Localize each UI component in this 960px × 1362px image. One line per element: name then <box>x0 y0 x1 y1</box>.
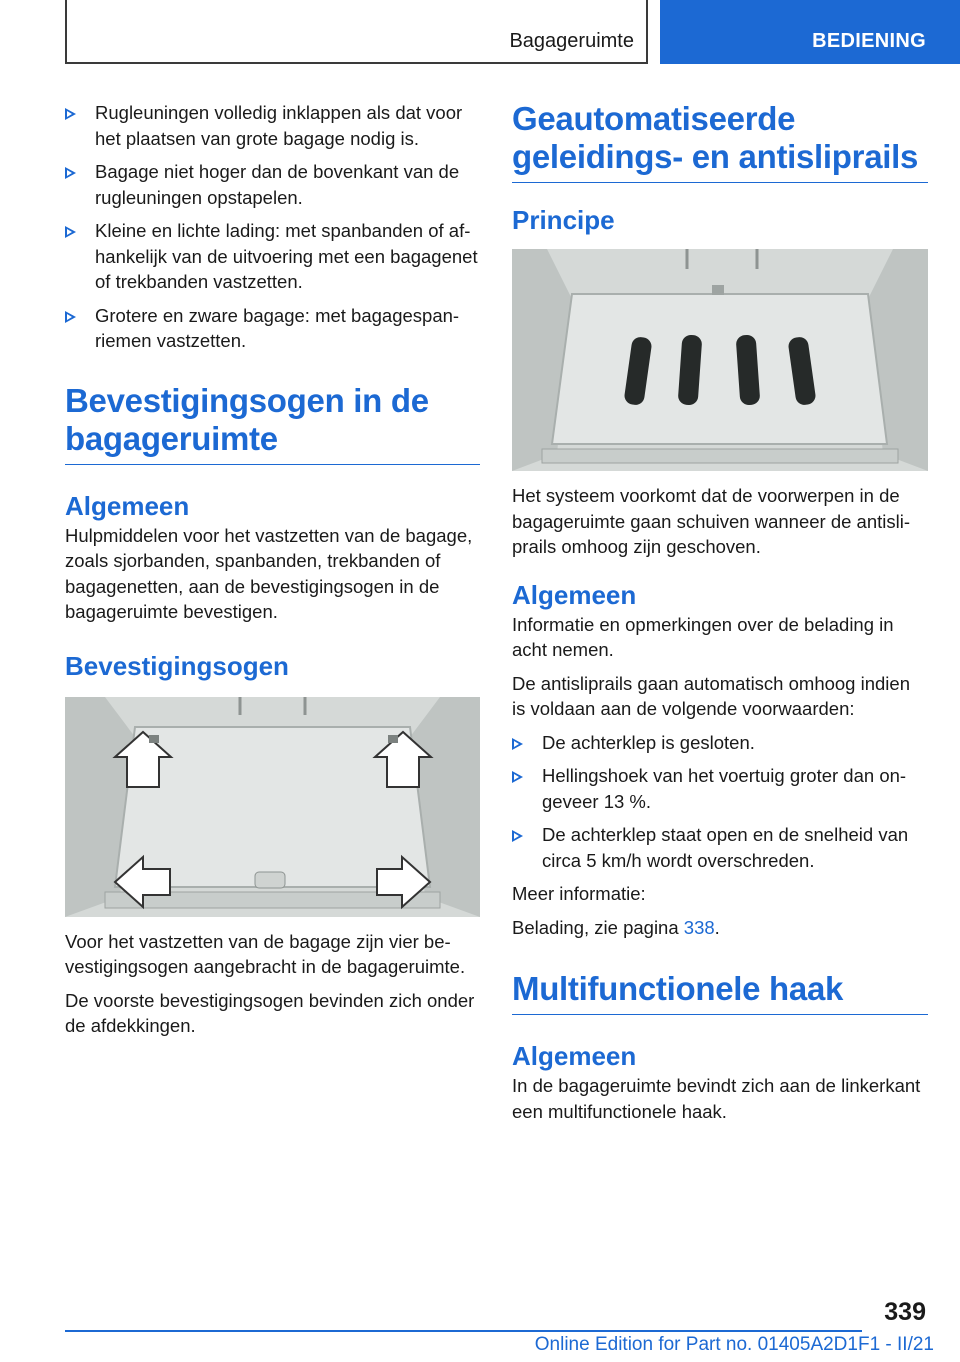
right-column <box>512 100 928 1132</box>
list-item <box>65 218 480 295</box>
header-chapter-tab <box>660 0 960 64</box>
tie-down-eyes-paragraph-1: Voor het vastzetten van de bagage zijn vier bevestigingsogen aangebracht in de bagageruimte. <box>65 930 466 977</box>
tie-down-eyes-illustration <box>65 697 480 917</box>
list-item <box>512 730 928 756</box>
list-item-text: Kleine en lichte lading: met spanbanden of afhankelijk van de uitvoering met een bagagenet of trekbanden vastzetten. <box>95 220 478 292</box>
bullet-triangle-icon <box>512 830 523 842</box>
tie-down-eyes-paragraph-2: De voorste bevestigingsogen bevinden zich onder de afdekkingen. <box>65 989 475 1036</box>
list-item <box>65 303 480 354</box>
header-chapter-label: BEDIENING <box>812 30 926 52</box>
rails-general-paragraph-2: De antisliprails gaan automatisch omhoog indien is voldaan aan de volgende voorwaarden: <box>512 672 910 719</box>
page-reference-link[interactable]: 338 <box>683 916 715 938</box>
cargo-rails-illustration <box>512 249 928 471</box>
hook-paragraph: In de bagageruimte bevindt zich aan de linkerkant een multifunctionele haak. <box>512 1075 921 1122</box>
list-item <box>65 159 480 210</box>
header-section-title: Bagageruimte <box>509 30 634 52</box>
subsection-title-general: Algemeen <box>65 490 190 521</box>
general-paragraph: Hulpmiddelen voor het vastzetten van de bagage, zoals sjorbanden, spanbanden, trekbanden of bagagenetten, aan de bevestigingsogen in de bagageruimte bevestigen. <box>65 524 473 622</box>
list-item-text: Grotere en zware bagage: met bagagespanriemen vastzetten. <box>95 304 460 351</box>
list-item-text: De achterklep staat open en de snelheid van circa 5 km/h wordt overschreden. <box>542 824 909 871</box>
list-item <box>65 100 480 151</box>
list-item <box>512 822 928 873</box>
section-title-hook: Multifunctionele haak <box>512 970 928 1015</box>
list-item <box>512 763 928 814</box>
loading-reference <box>512 915 928 941</box>
section-title-rails: Geautomatiseerde geleidings- en antisliprails <box>512 100 928 183</box>
subsection-title-tie-down-eyes: Bevestigingsogen <box>65 650 289 681</box>
header-frame <box>65 0 648 64</box>
list-item-text: Rugleuningen volledig inklappen als dat voor het plaatsen van grote bagage nodig is. <box>95 102 463 149</box>
list-item-text: Bagage niet hoger dan de bovenkant van de rugleuningen opstapelen. <box>95 161 460 208</box>
bullet-triangle-icon <box>512 771 523 783</box>
left-bullet-list <box>65 100 480 354</box>
more-info-label: Meer informatie: <box>512 883 646 904</box>
bullet-triangle-icon <box>512 738 523 750</box>
section-title-tie-down-eyes: Bevestigingsogen in de bagageruimte <box>65 382 480 465</box>
subsection-title-hook-general: Algemeen <box>512 1041 637 1071</box>
footer-divider <box>65 1330 862 1332</box>
cargo-floor-illustration <box>65 697 480 917</box>
subsection-title-principle: Principe <box>512 205 615 235</box>
rails-illustration <box>512 249 928 471</box>
reference-suffix: . <box>714 916 720 938</box>
page-number: 339 <box>884 1298 926 1326</box>
bullet-triangle-icon <box>65 226 76 238</box>
bullet-triangle-icon <box>65 167 76 179</box>
list-item-text: Hellingshoek van het voertuig groter dan ongeveer 13 %. <box>542 765 907 812</box>
subsection-title-general-rails: Algemeen <box>512 579 637 610</box>
rails-conditions-list <box>512 730 928 874</box>
footer-edition: Online Edition for Part no. 01405A2D1F1 - II/21 <box>534 1334 934 1355</box>
rails-general-paragraph-1: Informatie en opmerkingen over de belading in acht nemen. <box>512 613 894 660</box>
list-item-text: De achterklep is gesloten. <box>542 731 755 753</box>
bullet-triangle-icon <box>65 311 76 323</box>
principle-paragraph: Het systeem voorkomt dat de voorwerpen in de bagageruimte gaan schuiven wanneer de antisliprails omhoog zijn geschoven. <box>512 485 911 557</box>
bullet-triangle-icon <box>65 108 76 120</box>
reference-text: Belading, zie pagina <box>512 916 684 938</box>
left-column <box>65 100 480 1047</box>
